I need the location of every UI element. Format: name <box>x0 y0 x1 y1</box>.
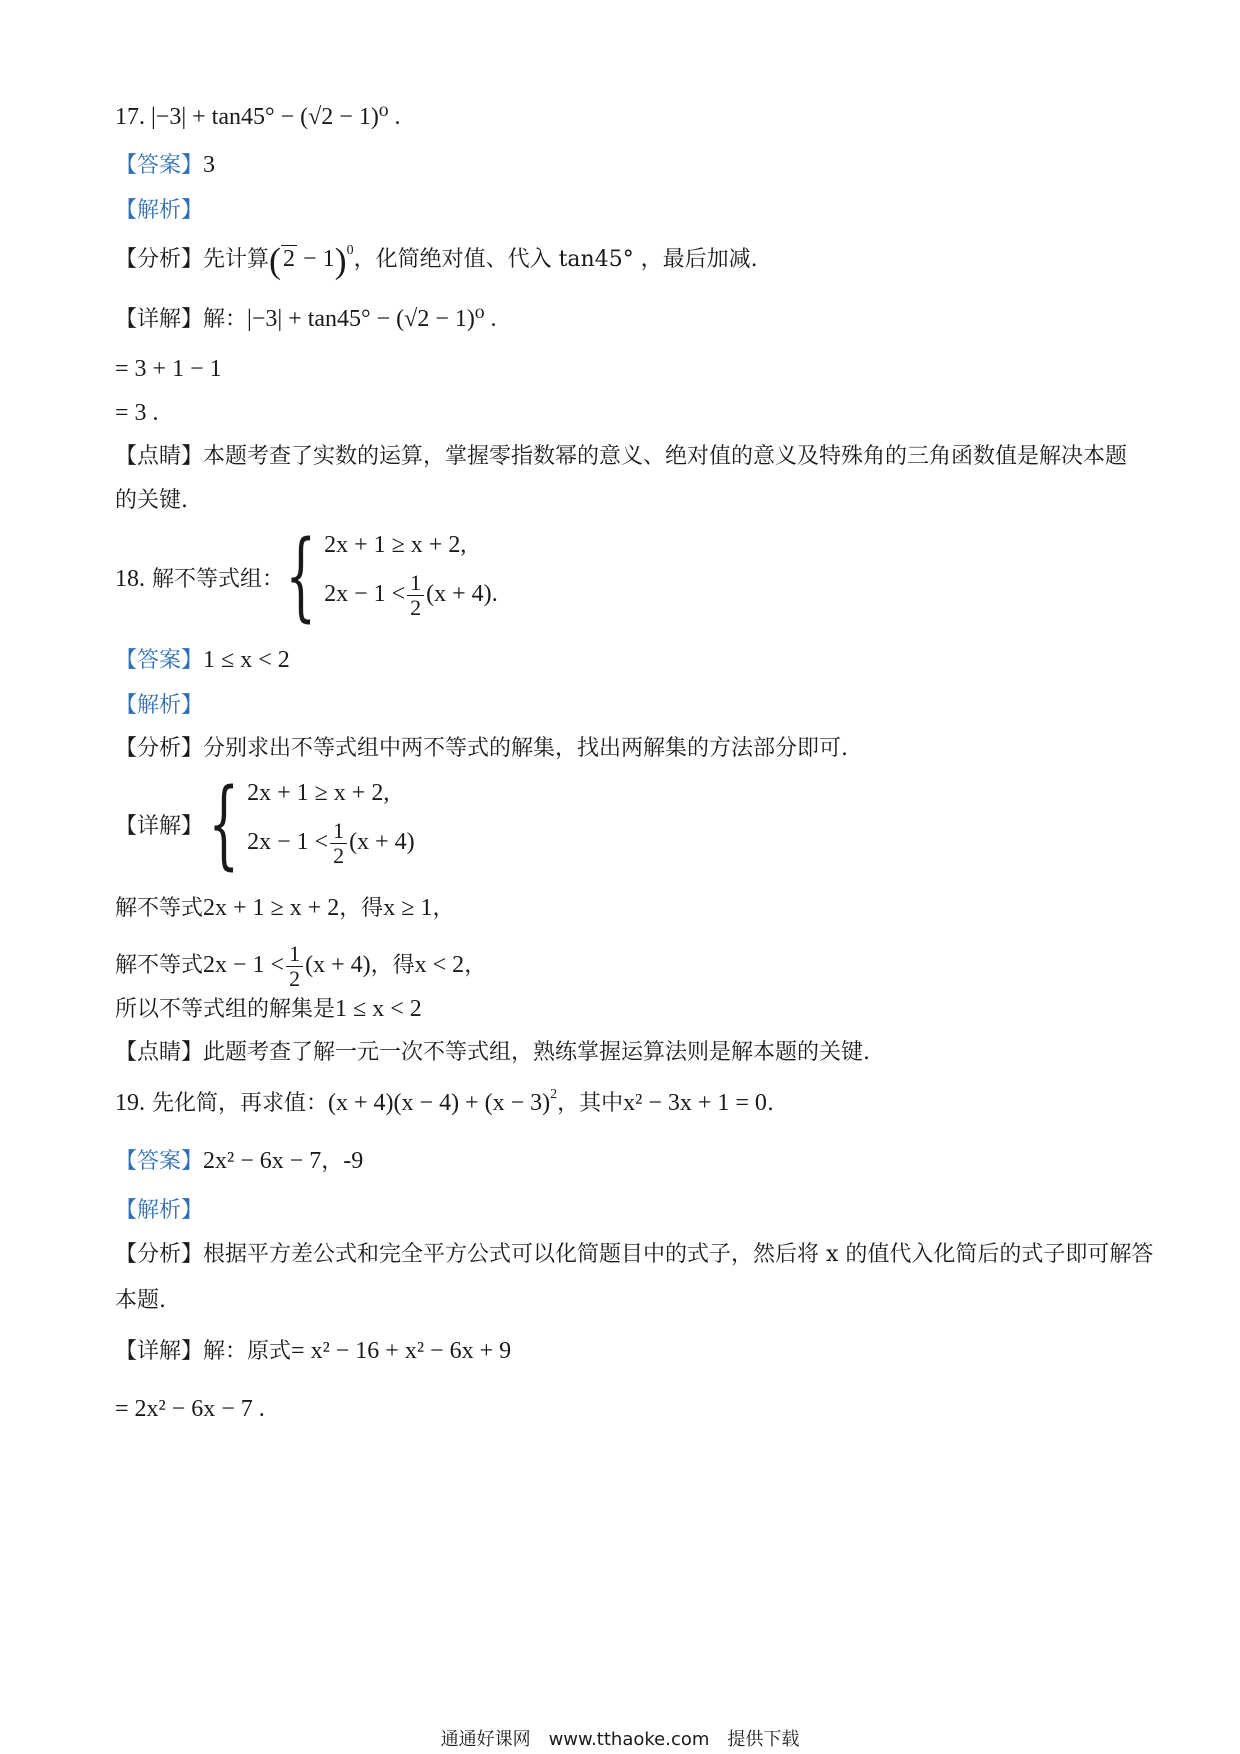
q18-number: 18. <box>115 566 145 592</box>
dianjing-tag: 【点睛】 <box>115 1040 204 1065</box>
q19-answer <box>115 1146 363 1177</box>
q18-sol2-frac-den: 2 <box>289 966 301 991</box>
q17-detail-expr: |−3| + tan45° − (√2 − 1)⁰ . <box>247 306 497 332</box>
q18-sol2-left: 2x − 1 < <box>203 952 285 979</box>
q17-dianjing-1: 本题考查了实数的运算，掌握零指数幂的意义、绝对值的意义及特殊角的三角函数值是解决本题 <box>203 444 1128 469</box>
q18-sol2 <box>115 942 486 991</box>
q17-answer-value: 3 <box>203 152 216 178</box>
q19-cond-pre: ，其中 <box>557 1091 624 1116</box>
q19-expr: (x + 4)(x − 4) + (x − 3) <box>328 1090 551 1116</box>
q19-fenxi-2: 本题. <box>115 1288 166 1313</box>
q18-sol2-end: ， <box>464 953 487 979</box>
q18-frac-den: 2 <box>410 595 422 620</box>
answer-tag: 【答案】 <box>115 153 204 178</box>
q18-ineq2-right: (x + 4) <box>426 581 492 608</box>
q18-detail-frac-den: 2 <box>333 843 345 868</box>
answer-tag: 【答案】 <box>115 648 204 673</box>
q19-step1: = 2x² − 6x − 7 . <box>115 1396 265 1422</box>
q18-sol1-post: ，得 <box>339 896 384 921</box>
q18-detail-frac-num: 1 <box>330 819 347 844</box>
q17-fenxi-pre: 先计算 <box>203 247 270 272</box>
fenxi-tag: 【分析】 <box>115 1242 204 1267</box>
q18-sol2-res: x < 2 <box>414 952 465 979</box>
brace-icon: { <box>285 520 317 632</box>
q18-period: . <box>491 581 498 608</box>
q18-detail-ineq1: 2x + 1 ≥ x + 2, <box>247 780 390 806</box>
q19-detail-pre: 解：原式 <box>203 1339 292 1364</box>
q18-detail-system <box>178 768 415 880</box>
q18-sol3-res: 1 ≤ x < 2 <box>335 996 422 1022</box>
q18-prompt-text: 解不等式组： <box>152 567 285 592</box>
q18-detail-ineq2-left: 2x − 1 < <box>247 829 329 856</box>
q18-fenxi <box>115 734 848 764</box>
q19-number: 19. <box>115 1090 145 1116</box>
q18-analysis-tag: 【解析】 <box>115 693 204 718</box>
q18-ineq1: 2x + 1 ≥ x + 2, <box>324 532 467 558</box>
q19-answer-value: 2x² − 6x − 7 <box>203 1148 322 1174</box>
q19-exp: 2 <box>550 1087 558 1102</box>
q18-sol3-pre: 所以不等式组的解集是 <box>115 997 336 1022</box>
q17-dianjing-2: 的关键. <box>115 488 188 513</box>
q18-frac-num: 1 <box>407 571 424 596</box>
q19-answer-value2: -9 <box>343 1148 364 1174</box>
q17-step2: = 3 . <box>115 400 159 426</box>
brace-icon: { <box>208 768 240 880</box>
q18-sol1-end: ， <box>432 896 455 921</box>
q18-sol1-res: x ≥ 1 <box>383 895 433 921</box>
q19-cond: x² − 3x + 1 = 0 <box>623 1090 767 1116</box>
q19-detail <box>115 1336 511 1367</box>
q17-fenxi-post: ，化简绝对值、代入 tan45° ，最后加减. <box>353 247 758 272</box>
q17-answer <box>115 150 215 181</box>
q18-sol2-pre: 解不等式 <box>115 953 204 979</box>
q17-detail <box>115 304 496 335</box>
q18-sol1-pre: 解不等式 <box>115 896 204 921</box>
q17-analysis-tag: 【解析】 <box>115 198 204 223</box>
q17-step1: = 3 + 1 − 1 <box>115 356 222 382</box>
dianjing-tag: 【点睛】 <box>115 444 204 469</box>
page-footer: 通通好课网 www.tthaoke.com 提供下载 <box>440 1729 800 1750</box>
q19-cond-end: . <box>766 1091 774 1116</box>
q18-sol2-frac-num: 1 <box>286 942 303 967</box>
q18-system <box>255 520 498 632</box>
q17-number: 17. <box>115 104 145 130</box>
q19-prompt: 先化简，再求值： <box>152 1091 329 1116</box>
q19-problem <box>115 1088 774 1119</box>
detail-tag: 【详解】 <box>115 1339 204 1364</box>
q18-sol3 <box>115 994 422 1025</box>
q18-sol2-right: (x + 4) <box>305 952 371 979</box>
q17-expression: |−3| + tan45° − (√2 − 1)⁰ . <box>151 104 401 130</box>
q18-answer <box>115 645 290 676</box>
fenxi-tag: 【分析】 <box>115 247 204 272</box>
answer-tag: 【答案】 <box>115 1149 204 1174</box>
q18-fenxi-text: 分别求出不等式组中两不等式的解集，找出两解集的方法部分即可. <box>203 736 849 761</box>
q17-fenxi-power: 0 <box>346 243 354 258</box>
q18-detail-tag: 【详解】 <box>115 814 204 839</box>
q19-detail-expr: = x² − 16 + x² − 6x + 9 <box>291 1338 512 1364</box>
q18-dianjing-text: 此题考查了解一元一次不等式组，熟练掌握运算法则是解本题的关键. <box>203 1040 871 1065</box>
q18-detail-ineq2-right: (x + 4) <box>349 829 415 856</box>
q18-answer-value: 1 ≤ x < 2 <box>203 647 290 673</box>
detail-tag: 【详解】 <box>115 307 204 332</box>
q18-dianjing <box>115 1038 870 1068</box>
q19-analysis-tag: 【解析】 <box>115 1198 204 1223</box>
q17-problem <box>115 102 400 132</box>
q17-dianjing <box>115 442 1127 472</box>
fenxi-tag: 【分析】 <box>115 736 204 761</box>
q17-fenxi: 【分析】先计算$(2 - 1)^0$，化简绝对值、代入 tan45° ，最后加减. <box>115 240 758 281</box>
q18-sol1-expr: 2x + 1 ≥ x + 2 <box>203 895 340 921</box>
q17-detail-pre: 解： <box>203 307 248 332</box>
q19-fenxi <box>115 1240 1153 1270</box>
q18-sol2-post: ，得 <box>370 953 415 979</box>
q19-answer-sep: ， <box>321 1149 344 1174</box>
q18-ineq2-left: 2x − 1 < <box>324 581 406 608</box>
q18-sol1 <box>115 893 454 924</box>
q19-fenxi-1: 根据平方差公式和完全平方公式可以化简题目中的式子，然后将 x 的值代入化简后的式子即可解答 <box>203 1242 1154 1267</box>
